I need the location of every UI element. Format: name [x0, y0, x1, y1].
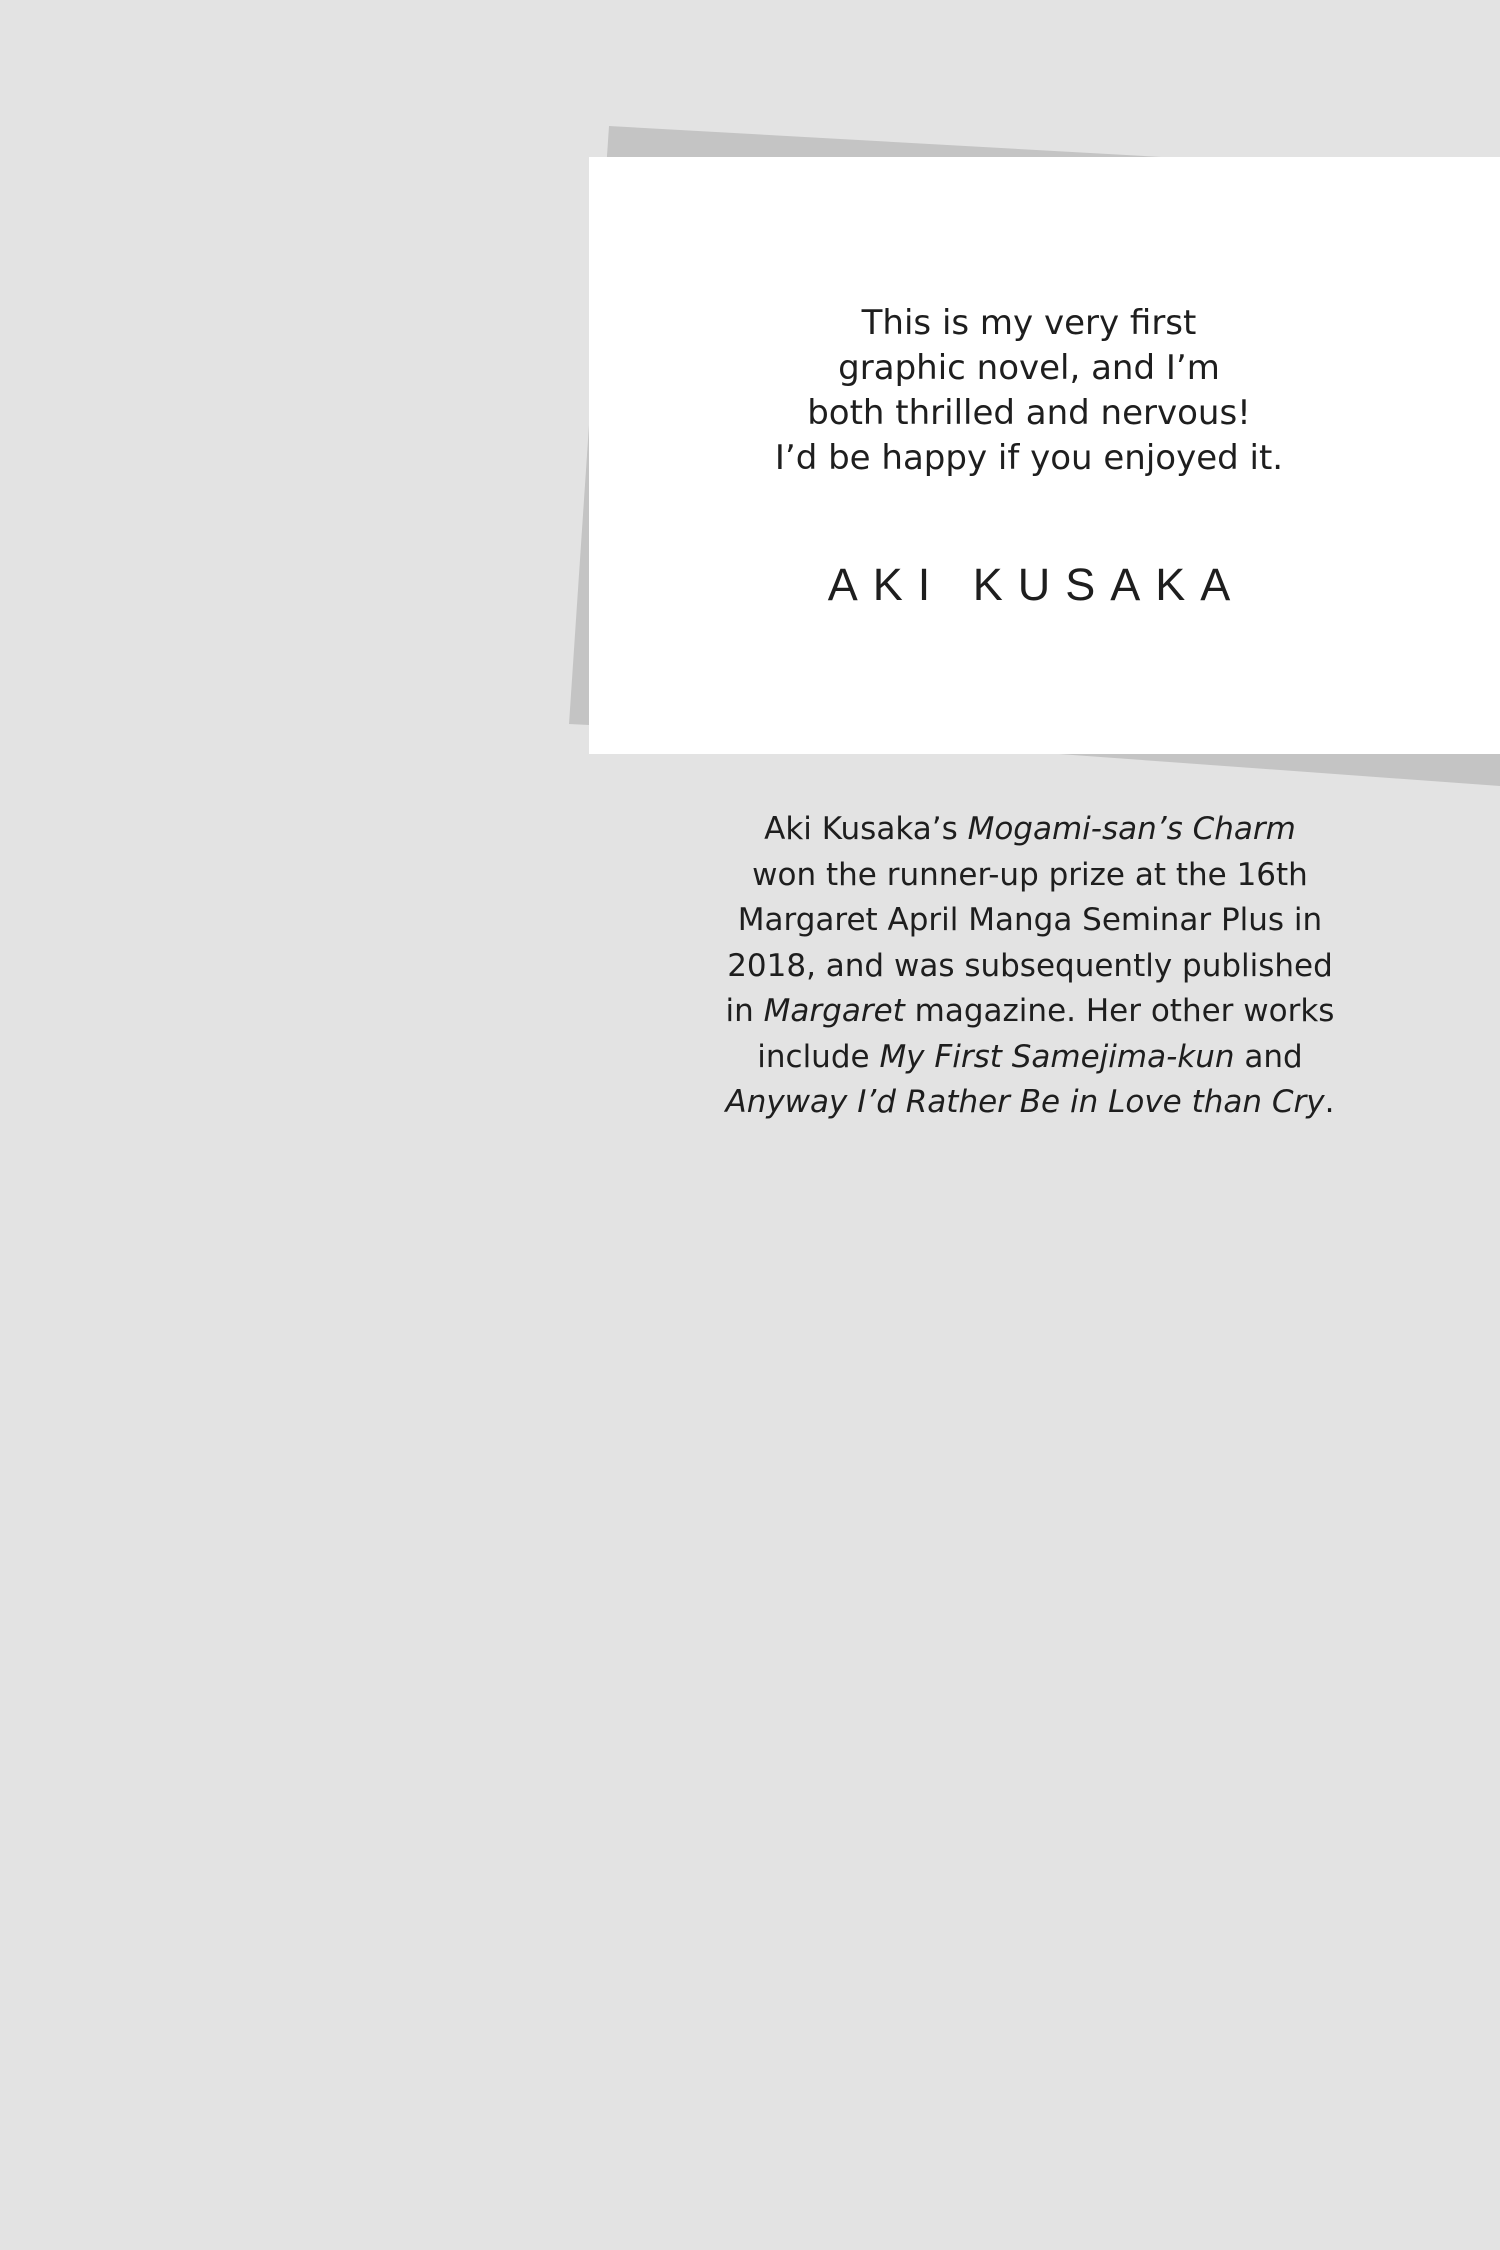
- bio-text: Aki Kusaka’s: [764, 811, 968, 847]
- author-signature: AKI KUSAKA: [827, 559, 1246, 610]
- message-line: graphic novel, and I’m: [838, 348, 1220, 388]
- message-line: This is my very first: [861, 303, 1197, 343]
- bio-text: include: [757, 1038, 880, 1075]
- author-message: [589, 301, 1469, 481]
- bio-line: [690, 1080, 1370, 1126]
- bio-line: [690, 989, 1370, 1035]
- author-bio: [690, 807, 1370, 1126]
- bio-line: won the runner-up prize at the 16th: [752, 856, 1308, 893]
- work-title: My First Samejima-kun: [879, 1038, 1235, 1075]
- bio-text: in: [725, 993, 764, 1029]
- magazine-title: Margaret: [763, 993, 905, 1029]
- message-line: both thrilled and nervous!: [807, 393, 1251, 433]
- bio-line: [690, 807, 1370, 853]
- message-card: [589, 157, 1500, 754]
- bio-text: and: [1234, 1038, 1303, 1075]
- bio-line: 2018, and was subsequently published: [727, 947, 1333, 984]
- work-title: Mogami-san’s Charm: [967, 811, 1296, 847]
- bio-line: Margaret April Manga Seminar Plus in: [737, 902, 1323, 938]
- bio-text: .: [1324, 1084, 1335, 1120]
- bio-line: [690, 1035, 1370, 1081]
- message-line: I’d be happy if you enjoyed it.: [774, 438, 1284, 478]
- bio-text: magazine. Her other works: [904, 993, 1335, 1029]
- work-title: Anyway I’d Rather Be in Love than Cry: [725, 1084, 1325, 1120]
